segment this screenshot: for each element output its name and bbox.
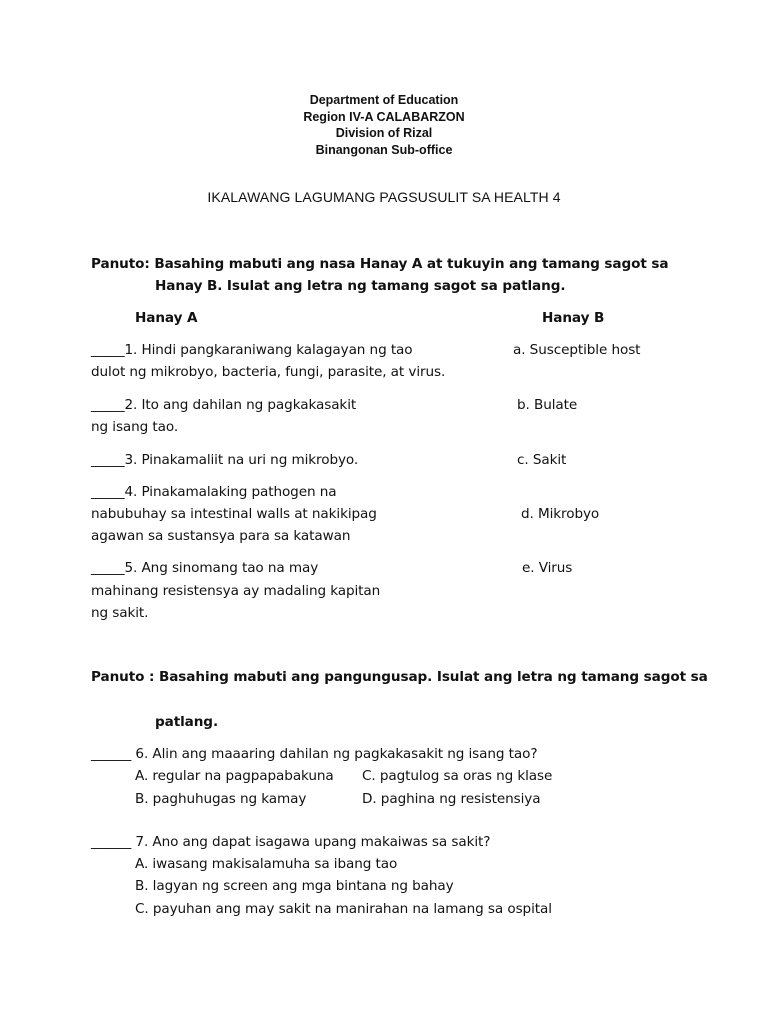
question-6-stem: ______ 6. Alin ang maaaring dahilan ng pagkakasakit ng isang tao? xyxy=(91,746,538,762)
item-5-line-2: mahinang resistensya ay madaling kapitan xyxy=(91,583,381,599)
column-a-header: Hanay A xyxy=(135,310,198,326)
part1-instruction-line1: Panuto: Basahing mabuti ang nasa Hanay A at tukuyin ang tamang sagot sa xyxy=(91,256,669,272)
item-4-line-1: _____4. Pinakamalaking pathogen na xyxy=(91,484,337,500)
part1-instruction-line2: Hanay B. Isulat ang letra ng tamang sagot sa patlang. xyxy=(155,278,566,294)
item-3-line-1: _____3. Pinakamaliit na uri ng mikrobyo. xyxy=(91,452,359,468)
item-1-line-2: dulot ng mikrobyo, bacteria, fungi, parasite, at virus. xyxy=(91,364,446,380)
choice-e: e. Virus xyxy=(522,560,573,576)
item-5-line-1: _____5. Ang sinomang tao na may xyxy=(91,560,319,576)
item-5-line-3: ng sakit. xyxy=(91,605,149,621)
question-7-option-b: B. lagyan ng screen ang mga bintana ng bahay xyxy=(135,878,454,894)
part2-instruction-line1: Panuto : Basahing mabuti ang pangungusap. Isulat ang letra ng tamang sagot sa xyxy=(91,669,708,685)
question-7-option-a: A. iwasang makisalamuha sa ibang tao xyxy=(135,856,398,872)
item-2-line-1: _____2. Ito ang dahilan ng pagkakasakit xyxy=(91,397,357,413)
item-4-line-3: agawan sa sustansya para sa katawan xyxy=(91,528,351,544)
choice-c: c. Sakit xyxy=(517,452,567,468)
choice-d: d. Mikrobyo xyxy=(521,506,600,522)
question-6-option-d: D. paghina ng resistensiya xyxy=(362,791,541,807)
choice-a: a. Susceptible host xyxy=(513,342,641,358)
exam-title: IKALAWANG LAGUMANG PAGSUSULIT SA HEALTH 4 xyxy=(207,189,561,205)
question-7-option-c: C. payuhan ang may sakit na manirahan na lamang sa ospital xyxy=(135,901,552,917)
header-suboffice: Binangonan Sub-office xyxy=(315,142,453,157)
choice-b: b. Bulate xyxy=(517,397,578,413)
question-6-option-c: C. pagtulog sa oras ng klase xyxy=(362,768,553,784)
part2-instruction-line2: patlang. xyxy=(155,714,219,730)
column-b-header: Hanay B xyxy=(542,310,605,326)
question-6-option-b: B. paghuhugas ng kamay xyxy=(135,791,307,807)
item-1-line-1: _____1. Hindi pangkaraniwang kalagayan ng tao xyxy=(91,342,413,358)
header-department: Department of Education xyxy=(309,93,459,107)
question-6-option-a: A. regular na pagpapabakuna xyxy=(135,768,334,784)
item-2-line-2: ng isang tao. xyxy=(91,419,179,435)
item-4-line-2: nabubuhay sa intestinal walls at nakikipag xyxy=(91,506,377,522)
question-7-stem: ______ 7. Ano ang dapat isagawa upang makaiwas sa sakit? xyxy=(91,834,491,850)
header-region: Region IV-A CALABARZON xyxy=(303,109,465,124)
header-division: Division of Rizal xyxy=(335,126,433,140)
